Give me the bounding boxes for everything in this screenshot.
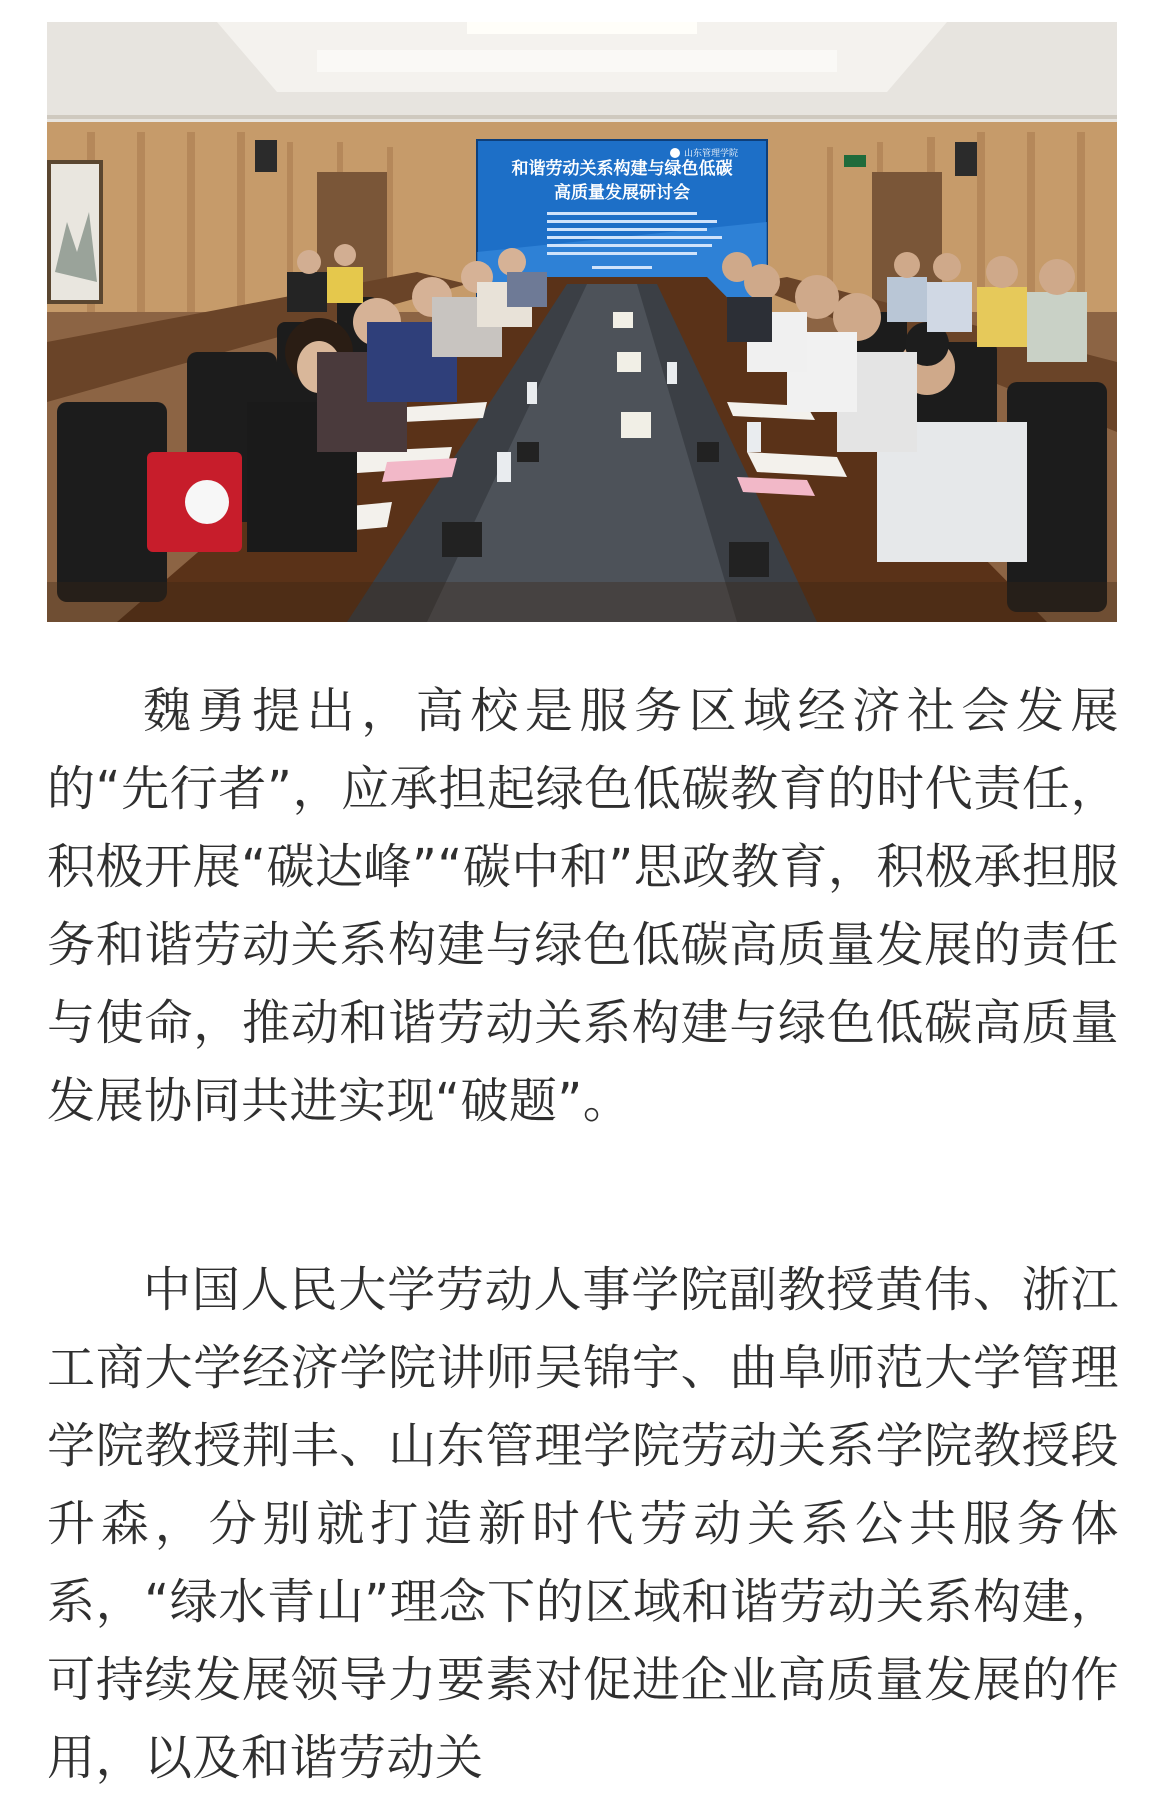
meeting-photo-illustration (47, 22, 1117, 622)
screen-title-line2: 高质量发展研讨会 (554, 183, 690, 203)
school-emblem-icon (670, 148, 680, 158)
paragraph-2: 中国人民大学劳动人事学院副教授黄伟、浙江工商大学经济学院讲师吴锦宇、曲阜师范大学管理学院教授荆丰、山东管理学院劳动关系学院教授段升森，分别就打造新时代劳动关系公共服务体系，“绿水青山”理念下的区域和谐劳动关系构建，可持续发展领导力要素对促进企业高质量发展的作用，以及和谐劳动关 (47, 1262, 1119, 1786)
meeting-photo (47, 22, 1117, 622)
screen-logo-text: 山东管理学院 (684, 149, 739, 159)
screen-title-line1: 和谐劳动关系构建与绿色低碳 (511, 159, 733, 179)
paragraph-1: 魏勇提出，高校是服务区域经济社会发展的“先行者”，应承担起绿色低碳教育的时代责任，积极开展“碳达峰”“碳中和”思政教育，积极承担服务和谐劳动关系构建与绿色低碳高质量发展的责任与使命，推动和谐劳动关系构建与绿色低碳高质量发展协同共进实现“破题”。 (47, 683, 1119, 1129)
